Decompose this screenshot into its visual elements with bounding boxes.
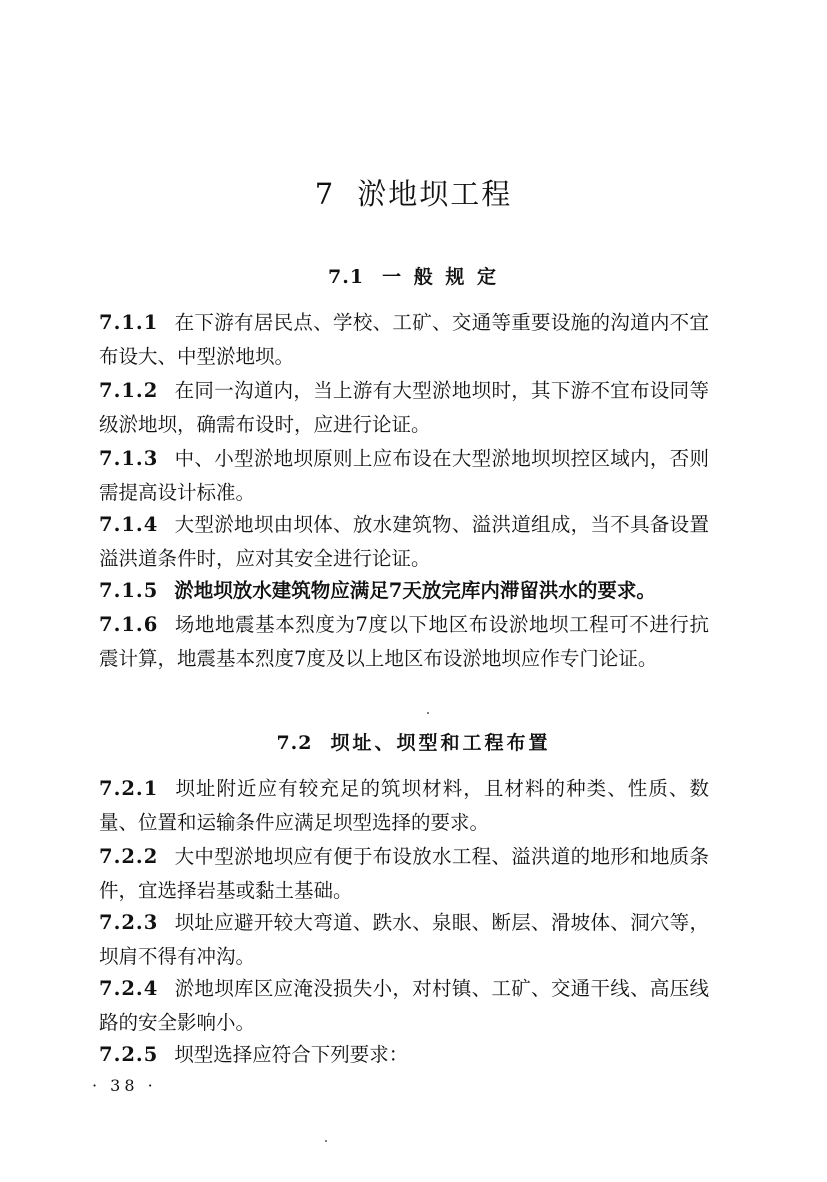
clause bbox=[99, 374, 709, 442]
clause bbox=[99, 508, 709, 576]
clause bbox=[99, 772, 709, 840]
chapter-title bbox=[0, 172, 827, 213]
clause-number: 7.2.1 bbox=[99, 777, 159, 800]
clause-number: 7.1.3 bbox=[99, 447, 159, 470]
clause-number: 7.2.4 bbox=[99, 977, 159, 1000]
clause bbox=[99, 442, 709, 510]
page-number: · 38 · bbox=[92, 1076, 157, 1095]
clause-number: 7.2.3 bbox=[99, 911, 159, 934]
clause bbox=[99, 906, 709, 974]
clause-text: 大型淤地坝由坝体、放水建筑物、溢洪道组成，当不具备设置溢洪道条件时，应对其安全进行论证。 bbox=[99, 513, 709, 570]
clause-text: 淤地坝放水建筑物应满足7天放完库内滞留洪水的要求。 bbox=[174, 579, 656, 602]
clause bbox=[99, 1038, 709, 1072]
section-title-text: 坝址、坝型和工程布置 bbox=[330, 732, 551, 754]
section-title bbox=[0, 728, 827, 755]
section-number: 7.2 bbox=[276, 732, 313, 754]
clause bbox=[99, 608, 709, 676]
clause-number: 7.1.1 bbox=[99, 311, 159, 334]
clause bbox=[99, 972, 709, 1040]
clause-text: 中、小型淤地坝原则上应布设在大型淤地坝坝控区域内，否则需提高设计标准。 bbox=[99, 447, 709, 504]
clause-number: 7.1.2 bbox=[99, 379, 159, 402]
clause-number: 7.1.6 bbox=[99, 613, 159, 636]
clause bbox=[99, 306, 709, 374]
scan-speck bbox=[427, 712, 429, 714]
clause-text: 大中型淤地坝应有便于布设放水工程、溢洪道的地形和地质条件，宜选择岩基或黏土基础。 bbox=[99, 845, 709, 902]
chapter-number: 7 bbox=[314, 177, 336, 211]
clause-number: 7.2.5 bbox=[99, 1043, 159, 1066]
clause-text: 在下游有居民点、学校、工矿、交通等重要设施的沟道内不宜布设大、中型淤地坝。 bbox=[99, 311, 709, 368]
clause-text: 在同一沟道内，当上游有大型淤地坝时，其下游不宜布设同等级淤地坝，确需布设时，应进行论证。 bbox=[99, 379, 709, 436]
clause-text: 淤地坝库区应淹没损失小，对村镇、工矿、交通干线、高压线路的安全影响小。 bbox=[99, 977, 709, 1034]
section-title-text: 一 般 规 定 bbox=[382, 266, 499, 288]
clause-text: 场地地震基本烈度为7度以下地区布设淤地坝工程可不进行抗震计算，地震基本烈度7度及以上地区布设淤地坝应作专门论证。 bbox=[99, 613, 709, 670]
section-number: 7.1 bbox=[328, 266, 365, 288]
clause-number: 7.1.5 bbox=[99, 579, 159, 602]
clause bbox=[99, 840, 709, 908]
clause-text: 坝型选择应符合下列要求： bbox=[174, 1043, 409, 1066]
chapter-title-text: 淤地坝工程 bbox=[357, 177, 513, 211]
clause-text: 坝址应避开较大弯道、跌水、泉眼、断层、滑坡体、洞穴等，坝肩不得有冲沟。 bbox=[99, 911, 709, 968]
scan-speck bbox=[325, 1140, 327, 1142]
section-title bbox=[0, 262, 827, 289]
clause-number: 7.1.4 bbox=[99, 513, 159, 536]
clause-text: 坝址附近应有较充足的筑坝材料，且材料的种类、性质、数量、位置和运输条件应满足坝型选择的要求。 bbox=[99, 777, 709, 834]
clause bbox=[99, 574, 709, 608]
clause-number: 7.2.2 bbox=[99, 845, 159, 868]
